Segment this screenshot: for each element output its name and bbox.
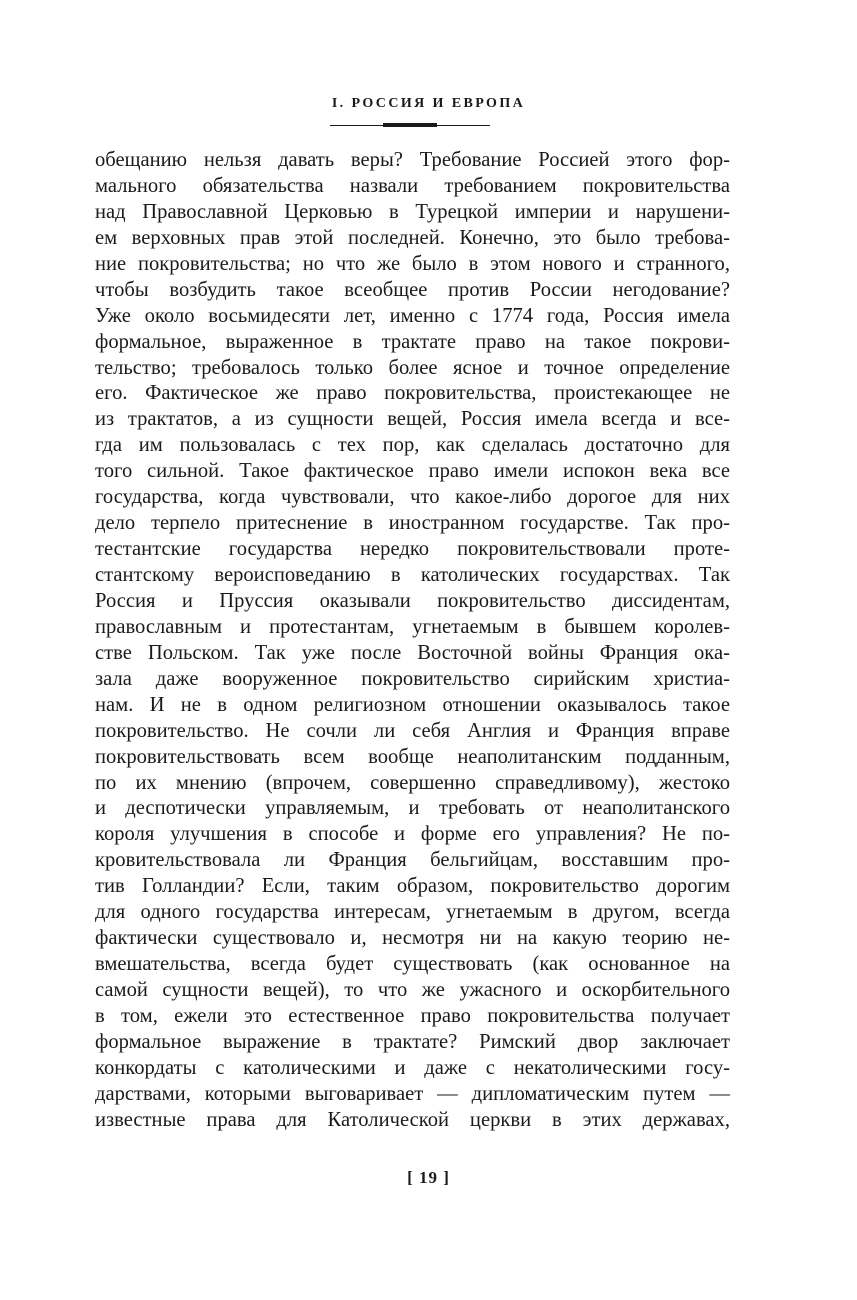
text-line: мального обязательства назвали требованием покровительства <box>95 174 730 197</box>
body-text <box>95 148 730 1134</box>
header-rule-accent <box>383 123 437 127</box>
text-line: чтобы возбудить такое всеобщее против России негодование? <box>95 278 730 301</box>
text-line: по их мнению (впрочем, совершенно справедливому), жестоко <box>95 771 730 794</box>
text-line: формальное выражение в трактате? Римский двор заключает <box>95 1030 730 1053</box>
text-line: православным и протестантам, угнетаемым в бывшем королев- <box>95 615 730 638</box>
text-line: обещанию нельзя давать веры? Требование Россией этого фор- <box>95 149 730 171</box>
text-line: ние покровительства; но что же было в этом нового и странного, <box>95 252 730 275</box>
text-line: конкордаты с католическими и даже с некатолическими госу- <box>95 1056 730 1079</box>
text-line: и деспотически управляемым, и требовать от неаполитанского <box>95 797 730 820</box>
text-line: короля улучшения в способе и форме его управления? Не по- <box>95 823 730 846</box>
text-line: того сильной. Такое фактическое право имели испокон века все <box>95 460 730 483</box>
text-line: покровительство. Не сочли ли себя Англия и Франция вправе <box>95 719 730 742</box>
text-line: кровительствовала ли Франция бельгийцам, восставшим про- <box>95 849 730 872</box>
text-line: зала даже вооруженное покровительство сирийским христиа- <box>95 667 730 690</box>
text-line: тестантские государства нередко покровительствовали проте- <box>95 538 730 561</box>
running-head: I. РОССИЯ И ЕВРОПА <box>331 96 526 111</box>
text-line: вмешательства, всегда будет существовать (как основанное на <box>95 953 730 976</box>
text-line: тив Голландии? Если, таким образом, покровительство дорогим <box>95 875 730 898</box>
text-line: дарствами, которыми выговаривает — дипломатическим путем — <box>95 1082 730 1105</box>
text-line: дело терпело притеснение в иностранном государстве. Так про- <box>95 512 730 535</box>
text-line: известные права для Католической церкви в этих державах, <box>95 1108 730 1131</box>
text-line: его. Фактическое же право покровительства, проистекающее не <box>95 382 730 405</box>
text-line: Уже около восьмидесяти лет, именно с 1774 года, Россия имела <box>95 304 730 327</box>
text-line: над Православной Церковью в Турецкой империи и нарушени- <box>95 200 730 223</box>
text-line: покровительствовать всем вообще неаполитанским подданным, <box>95 745 730 768</box>
text-line: гда им пользовалась с тех пор, как сделалась достаточно для <box>95 434 730 457</box>
text-line: нам. И не в одном религиозном отношении оказывалось такое <box>95 693 730 716</box>
text-line: тельство; требовалось только более ясное и точное определение <box>95 356 730 379</box>
text-line: ем верховных прав этой последней. Конечно, это было требова- <box>95 226 730 249</box>
text-line: для одного государства интересам, угнетаемым в другом, всегда <box>95 901 730 924</box>
text-line: самой сущности вещей), то что же ужасного и оскорбительного <box>95 979 730 1001</box>
text-line: стве Польском. Так уже после Восточной войны Франция ока- <box>95 641 730 664</box>
text-line: из трактатов, а из сущности вещей, Россия имела всегда и все- <box>95 408 730 431</box>
text-line: стантскому вероисповеданию в католических государствах. Так <box>95 564 730 586</box>
text-line: фактически существовало и, несмотря ни на какую теорию не- <box>95 927 730 950</box>
page-number: [ 19 ] <box>407 1168 450 1187</box>
text-line: формальное, выраженное в трактате право на такое покрови- <box>95 330 730 353</box>
text-line: государства, когда чувствовали, что какое-либо дорогое для них <box>95 486 730 509</box>
text-line: в том, ежели это естественное право покровительства получает <box>95 1004 730 1027</box>
text-line: Россия и Пруссия оказывали покровительство диссидентам, <box>95 589 730 612</box>
